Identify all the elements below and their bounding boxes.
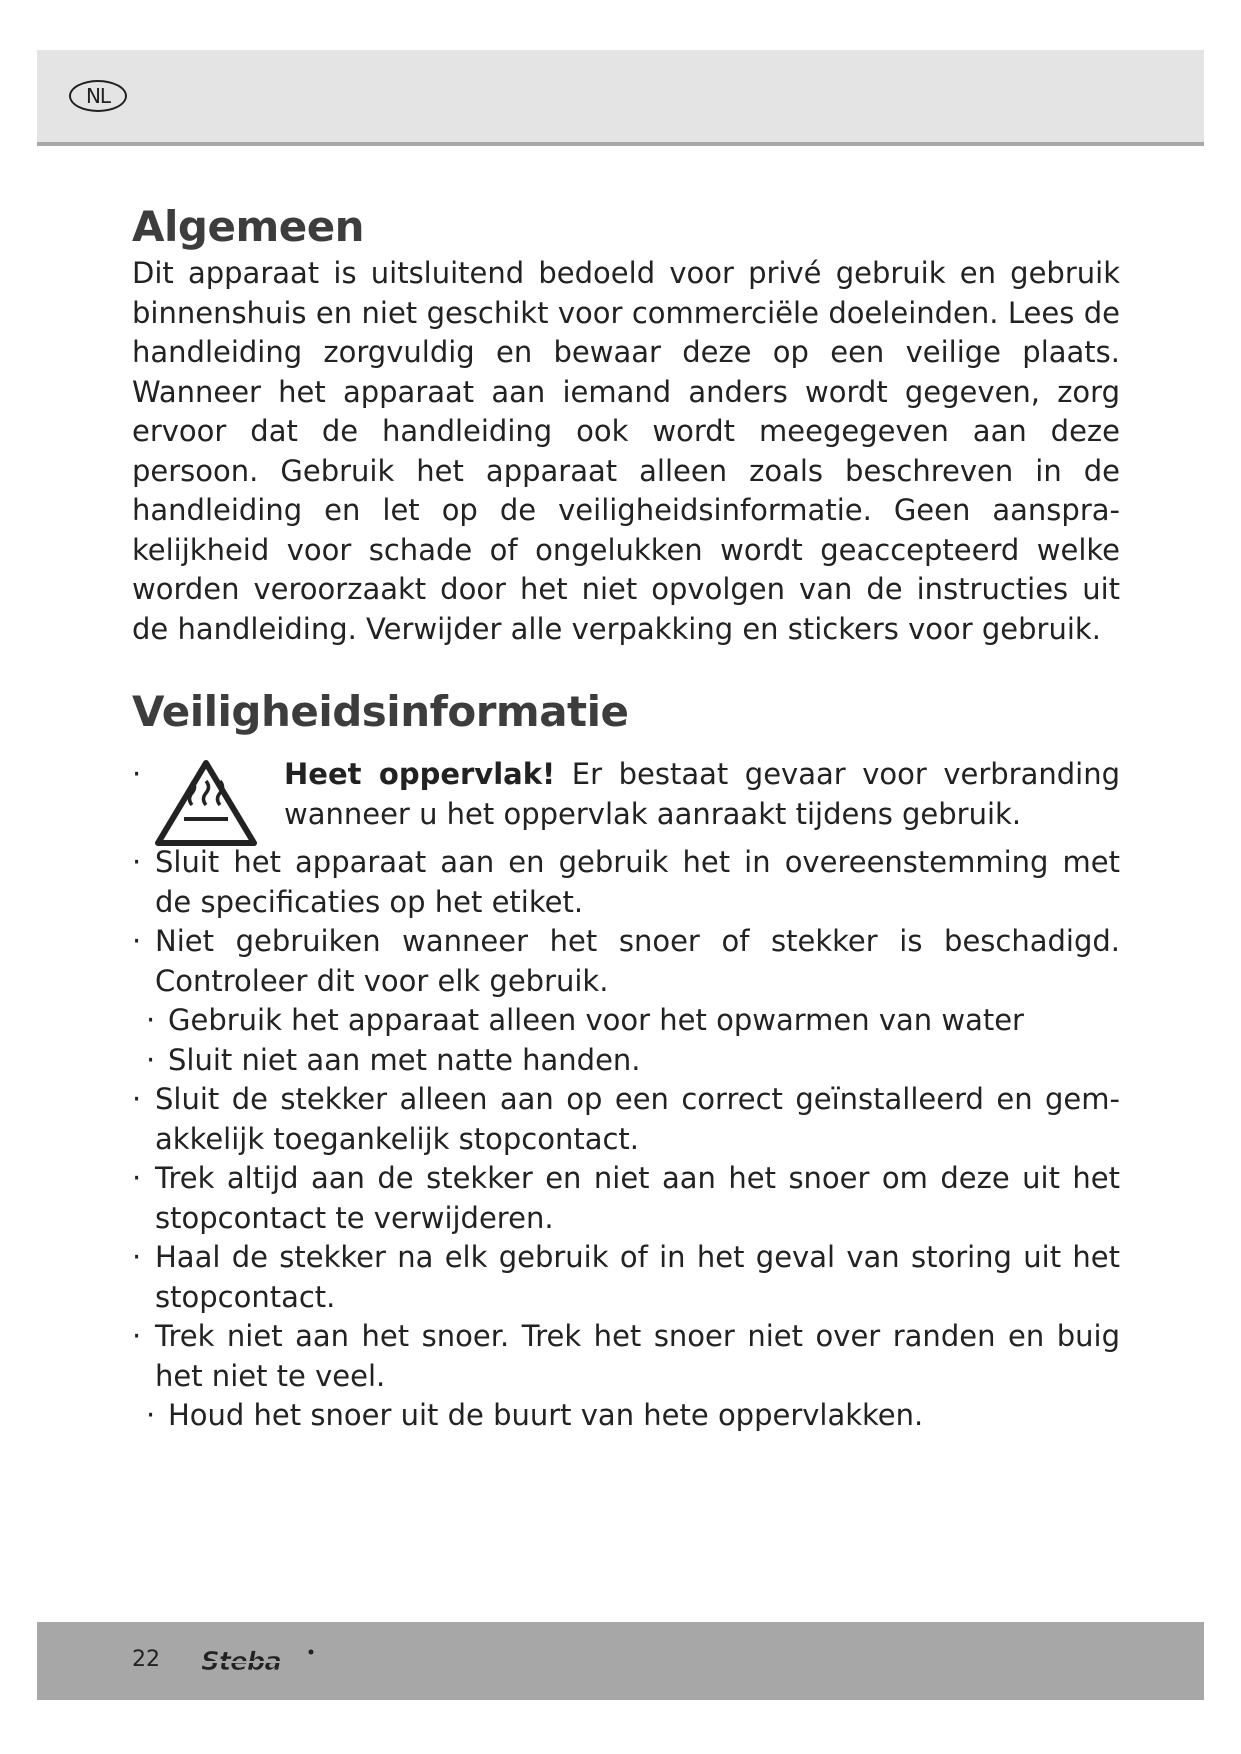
bullet: · — [132, 757, 142, 791]
language-badge: NL — [69, 80, 127, 112]
bullet: · — [132, 845, 142, 879]
bullet: · — [146, 1003, 156, 1037]
bullet: · — [132, 924, 142, 958]
list-item-text: Sluit niet aan met natte handen. — [168, 1042, 641, 1077]
bullet: · — [132, 1161, 142, 1195]
general-heading: Algemeen — [132, 202, 365, 251]
list-item — [132, 1041, 1120, 1081]
footer-band — [37, 1622, 1204, 1700]
list-item — [132, 1159, 1120, 1238]
list-item — [132, 1396, 1120, 1436]
list-item — [132, 1238, 1120, 1317]
steba-logo — [197, 1640, 317, 1684]
list-item-text: Sluit de stekker alleen aan op een correct geïnstalleerd en gemakkelijk toegankelijk stopcontact. — [155, 1082, 1120, 1156]
general-paragraph: Dit apparaat is uitsluitend bedoeld voor privé gebruik en gebruik binnenshuis en niet geschikt voor commerciële doeleinden. Lees de handleiding zorgvuldig en bewaar deze op een veilige plaats. Wanneer het apparaat aan iemand anders wordt gegeven, zorg ervoor dat de handleiding ook wordt meegegeven aan deze persoon. Gebruik het apparaat alleen zoals beschreven in de handleiding en let op de veiligheidsinformatie. Geen aansprakelijkheid voor schade of ongelukken wordt geaccepteerd welke worden veroorzaakt door het niet opvolgen van de instructies uit de handleiding. Verwijder alle verpakking en stickers voor gebruik. — [132, 256, 1120, 646]
hot-surface-warning-icon — [154, 759, 258, 847]
page-number: 22 — [132, 1647, 160, 1672]
list-item — [132, 1080, 1120, 1159]
list-item-text: Sluit het apparaat aan en gebruik het in overeenstemming met de specificaties op het etiket. — [155, 845, 1120, 919]
hot-surface-label: Heet oppervlak! — [284, 757, 556, 791]
list-item-text: Houd het snoer uit de buurt van hete oppervlakken. — [168, 1398, 924, 1432]
list-item-text: Trek niet aan het snoer. Trek het snoer niet over randen en buig het niet te veel. — [155, 1319, 1120, 1393]
steba-logo-text: Steba — [201, 1647, 281, 1677]
hot-surface-text — [155, 755, 1120, 834]
list-item-text: Niet gebruiken wanneer het snoer of stekker is beschadigd. Controleer dit voor elk gebruik. — [155, 924, 1120, 998]
bullet: · — [132, 1082, 142, 1116]
bullet: · — [146, 1398, 156, 1432]
list-item-text: Trek altijd aan de stekker en niet aan het snoer om deze uit het stopcontact te verwijderen. — [155, 1161, 1120, 1235]
list-item — [132, 1317, 1120, 1396]
list-item-hot-surface — [132, 755, 1120, 843]
hot-surface-description: Er bestaat gevaar voor verbranding wanneer u het oppervlak aanraakt tijdens gebruik. — [284, 757, 1121, 831]
list-item — [132, 843, 1120, 922]
list-item — [132, 1001, 1120, 1041]
header-band — [37, 50, 1204, 146]
bullet: · — [132, 1240, 142, 1274]
page-content — [132, 200, 1120, 1436]
bullet: · — [132, 1319, 142, 1353]
safety-list — [132, 755, 1120, 1436]
list-item-text: Haal de stekker na elk gebruik of in het geval van storing uit het stopcontact. — [155, 1240, 1120, 1314]
list-item — [132, 922, 1120, 1001]
safety-heading: Veiligheidsinformatie — [132, 687, 629, 736]
list-item-text: Gebruik het apparaat alleen voor het opwarmen van water — [168, 1003, 1024, 1037]
bullet: · — [146, 1042, 156, 1077]
